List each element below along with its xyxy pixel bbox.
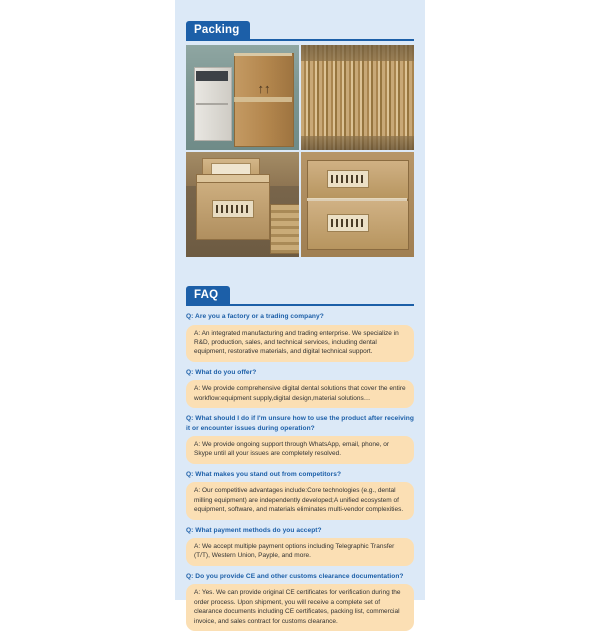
carton-label-upper — [327, 170, 369, 188]
carton-strap — [307, 198, 407, 201]
faq-answer: A: Our competitive advantages include:Core technologies (e.g., dental milling equipment) are independently developed;A unified ecosystem of equipment, software, and materials eliminates multi-vendor complexities. — [186, 482, 414, 519]
packing-image-4 — [301, 152, 414, 257]
this-side-up-icon: ↑↑ — [257, 81, 271, 96]
packing-image-1 — [186, 45, 299, 150]
faq-answer: A: We provide ongoing support through WhatsApp, email, phone, or Skype until all your issues are completely resolved. — [186, 436, 414, 464]
packing-image-2 — [301, 45, 414, 150]
faq-question: Q: Are you a factory or a trading company? — [186, 313, 324, 320]
carton-top-edge — [234, 53, 292, 56]
section-divider-faq — [186, 304, 414, 306]
section-divider-packing — [186, 39, 414, 41]
machine-top-panel — [196, 71, 228, 81]
faq-answer: A: An integrated manufacturing and trading enterprise. We specialize in R&D, production, sales, and technical services, including dental equipment, restorative materials, and digital technical support. — [186, 325, 414, 362]
stack-shadow-bottom — [301, 136, 414, 150]
faq-item — [186, 470, 414, 520]
faq-item — [186, 414, 414, 464]
carton-barcode-label — [212, 200, 254, 218]
section-header-packing: Packing — [186, 21, 250, 39]
faq-list — [186, 312, 414, 637]
packing-image-3 — [186, 152, 299, 257]
faq-item — [186, 526, 414, 566]
faq-question: Q: Do you provide CE and other customs clearance documentation? — [186, 572, 404, 580]
faq-question: Q: What makes you stand out from competitors? — [186, 470, 342, 478]
carton-tape — [234, 97, 292, 102]
carton-label-lower — [327, 214, 369, 232]
section-header-faq: FAQ — [186, 286, 230, 304]
faq-question: Q: What should I do if I'm unsure how to use the product after receiving it or encounter issues during operation? — [186, 415, 414, 432]
stack-shadow-top — [301, 45, 414, 61]
faq-item — [186, 368, 414, 408]
faq-item — [186, 572, 414, 631]
faq-item — [186, 312, 414, 362]
faq-question: Q: What do you offer? — [186, 368, 257, 376]
faq-answer: A: We provide comprehensive digital dental solutions that cover the entire workflow:equipment supply,digital design,material solutions… — [186, 380, 414, 408]
faq-question: Q: What payment methods do you accept? — [186, 526, 322, 534]
faq-answer: A: Yes. We can provide original CE certificates for verification during the order process. Upon shipment, you will receive a complete set of clearance documents including CE certificates, packing list, commercial invoice, and sales contract for customs clearance. — [186, 584, 414, 631]
faq-answer: A: We accept multiple payment options including Telegraphic Transfer (T/T), Western Union, Payple, and more. — [186, 538, 414, 566]
packing-image-grid — [186, 45, 414, 260]
wood-pallet — [270, 204, 299, 254]
machine-seam — [196, 103, 228, 105]
